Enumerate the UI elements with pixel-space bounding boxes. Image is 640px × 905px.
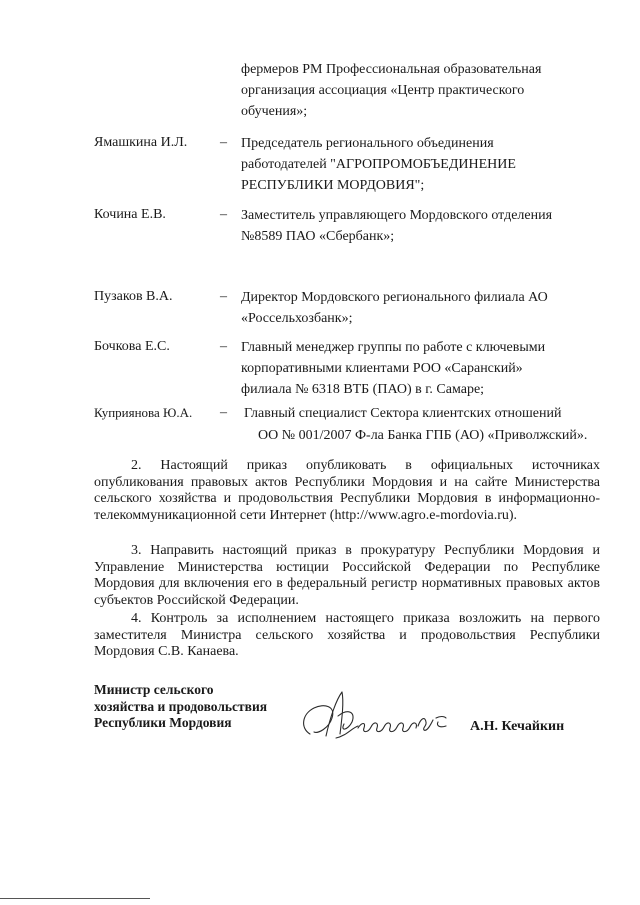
signature-icon	[296, 688, 456, 750]
role-line: Директор Мордовского регионального филиала АО	[241, 290, 548, 305]
member-dash: –	[220, 207, 227, 222]
paragraph-control: 4. Контроль за исполнением настоящего приказа возложить на первого заместителя Министра сельского хозяйства и продовольствия Республики Мордовия С.В. Канаева.	[94, 611, 600, 660]
member-role	[241, 59, 600, 122]
role-line: ОО № 001/2007 Ф-ла Банка ГПБ (АО) «Приволжский».	[258, 428, 588, 443]
member-dash: –	[220, 289, 227, 304]
role-line: Главный менеджер группы по работе с ключевыми	[241, 340, 546, 355]
role-line: обучения»;	[241, 104, 308, 119]
signatory-title-line: Республики Мордовия	[94, 715, 232, 730]
member-name: Пузаков В.А.	[94, 289, 173, 304]
member-role	[241, 205, 600, 247]
member-role	[241, 337, 600, 400]
role-line: Заместитель управляющего Мордовского отделения	[241, 208, 553, 223]
role-line: организация ассоциация «Центр практического	[241, 83, 525, 98]
role-line: филиала № 6318 ВТБ (ПАО) в г. Самаре;	[241, 382, 485, 397]
signatory-name: А.Н. Кечайкин	[470, 719, 565, 734]
member-name: Ямашкина И.Л.	[94, 135, 188, 150]
role-line: «Россельхозбанк»;	[241, 311, 353, 326]
signatory-title-line: Министр сельского	[94, 682, 214, 697]
paragraph-prosecutor: 3. Направить настоящий приказ в прокуратуру Республики Мордовия и Управление Министерства юстиции Российской Федерации по Республике Мордовия для включения его в федеральный регистр нормативных правовых актов субъектов Российской Федерации.	[94, 543, 600, 608]
role-line: РЕСПУБЛИКИ МОРДОВИЯ";	[241, 178, 425, 193]
member-role	[241, 133, 600, 196]
signatory-title	[94, 682, 267, 732]
role-line: №8589 ПАО «Сбербанк»;	[241, 229, 395, 244]
member-role	[241, 287, 600, 329]
role-line: корпоративными клиентами РОО «Саранский»	[241, 361, 523, 376]
paragraph-publication: 2. Настоящий приказ опубликовать в официальных источниках опубликования правовых актов Республики Мордовия и на сайте Министерства сельского хозяйства и продовольствия Республики Мордовия в информационно-телекоммуникационной сети Интернет (http://www.agro.e-mordovia.ru).	[94, 458, 600, 523]
signatory-title-line: хозяйства и продовольствия	[94, 698, 268, 714]
role-line: работодателей "АГРОПРОМОБЪЕДИНЕНИЕ	[241, 157, 516, 172]
handwritten-signature	[296, 688, 456, 755]
member-dash: –	[220, 135, 227, 150]
member-name: Бочкова Е.С.	[94, 339, 170, 354]
member-name: Кочина Е.В.	[94, 207, 166, 222]
role-line: Председатель регионального объединения	[241, 136, 494, 151]
role-line: Главный специалист Сектора клиентских отношений	[244, 406, 562, 421]
member-dash: –	[220, 405, 227, 420]
footer-divider	[0, 898, 150, 899]
member-name: Куприянова Ю.А.	[94, 405, 193, 420]
role-line: фермеров РМ Профессиональная образовательная	[241, 62, 542, 77]
member-role	[244, 403, 603, 447]
member-dash: –	[220, 339, 227, 354]
